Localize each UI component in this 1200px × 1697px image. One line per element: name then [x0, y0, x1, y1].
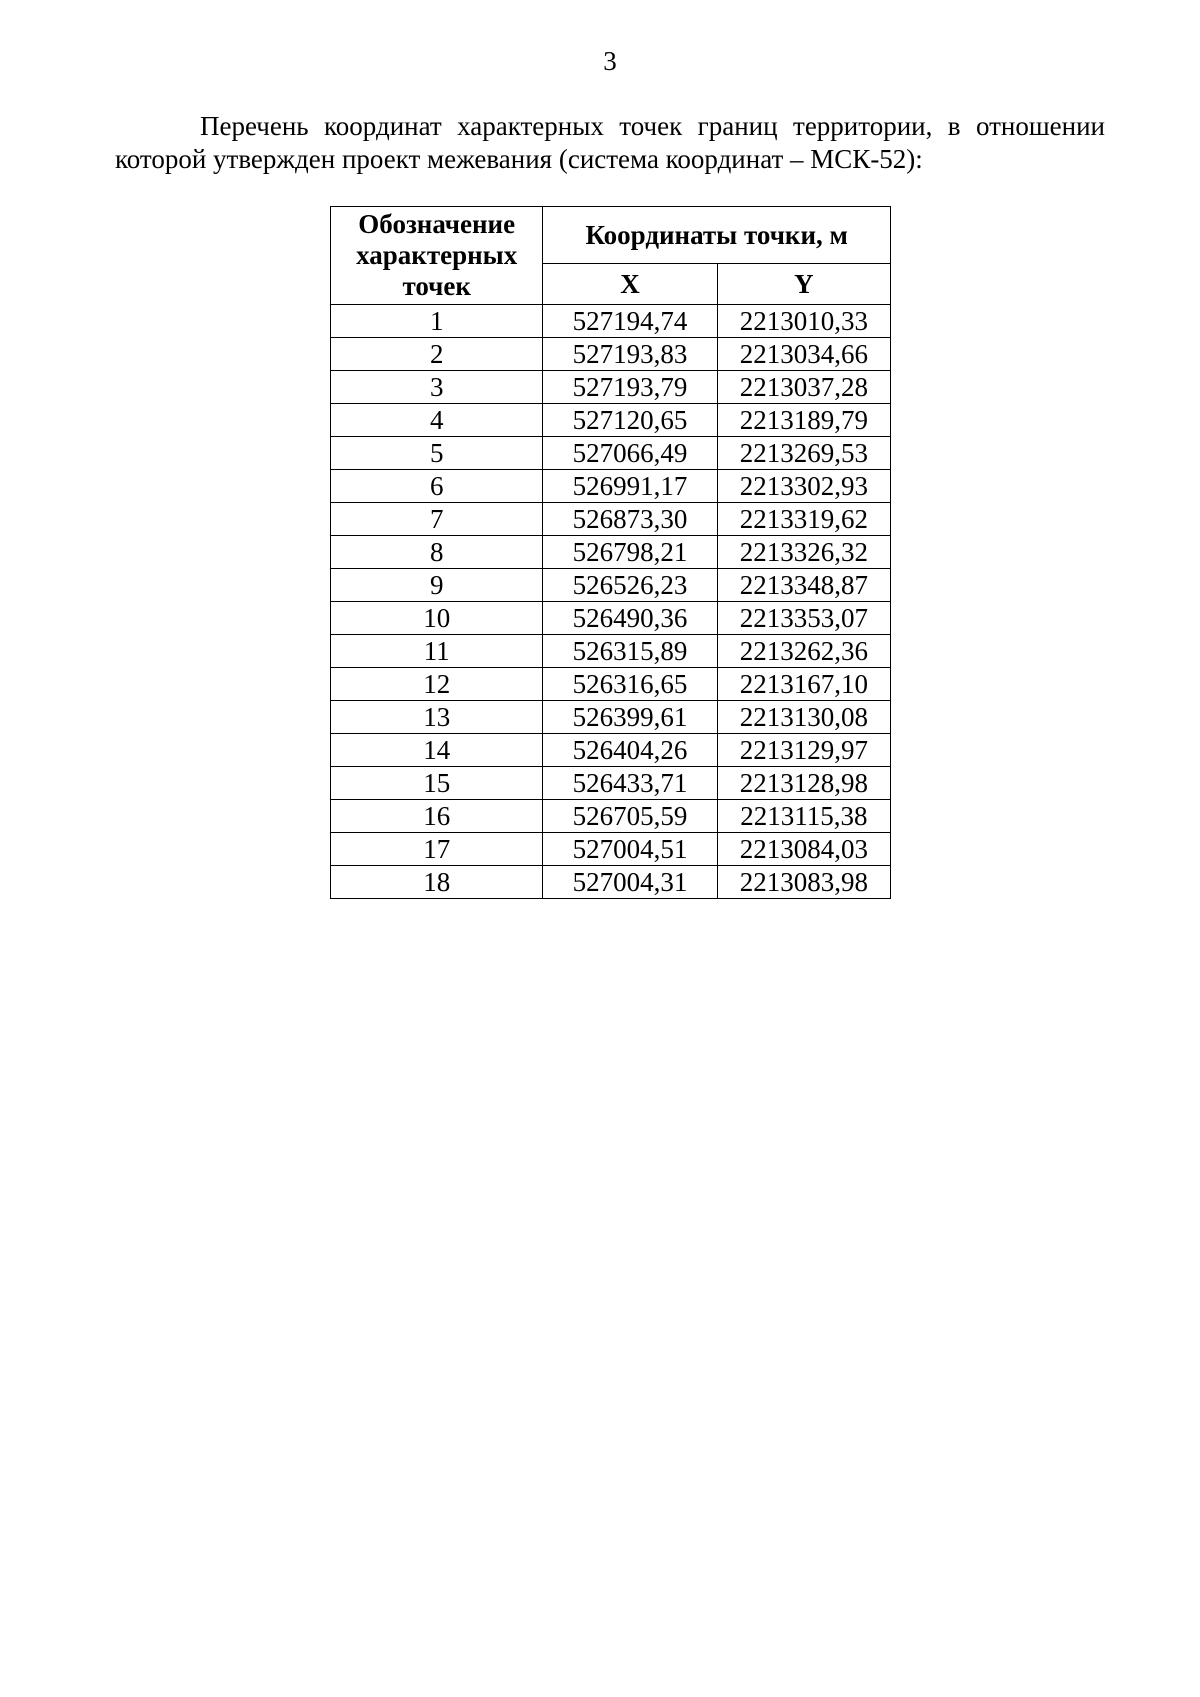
point-number-cell: 15	[331, 767, 543, 800]
point-number-cell: 1	[331, 305, 543, 338]
x-coordinate-cell: 526798,21	[543, 536, 717, 569]
intro-paragraph: Перечень координат характерных точек границ территории, в отношении которой утвержден проект межевания (система координат – МСК-52):	[115, 111, 1105, 174]
table-row	[331, 668, 891, 701]
x-coordinate-cell: 527193,79	[543, 371, 717, 404]
x-coordinate-cell: 527193,83	[543, 338, 717, 371]
y-coordinate-cell: 2213348,87	[717, 569, 890, 602]
y-coordinate-cell: 2213167,10	[717, 668, 890, 701]
table-body	[331, 305, 891, 899]
table-row	[331, 437, 891, 470]
header-x: X	[543, 264, 717, 305]
point-number-cell: 11	[331, 635, 543, 668]
point-number-cell: 8	[331, 536, 543, 569]
header-coordinates: Координаты точки, м	[543, 207, 891, 264]
x-coordinate-cell: 526991,17	[543, 470, 717, 503]
table-row	[331, 767, 891, 800]
y-coordinate-cell: 2213326,32	[717, 536, 890, 569]
table-header	[331, 207, 891, 305]
y-coordinate-cell: 2213010,33	[717, 305, 890, 338]
header-y: Y	[717, 264, 890, 305]
x-coordinate-cell: 526705,59	[543, 800, 717, 833]
table-row	[331, 602, 891, 635]
x-coordinate-cell: 526316,65	[543, 668, 717, 701]
y-coordinate-cell: 2213084,03	[717, 833, 890, 866]
table-row	[331, 371, 891, 404]
x-coordinate-cell: 526490,36	[543, 602, 717, 635]
y-coordinate-cell: 2213262,36	[717, 635, 890, 668]
y-coordinate-cell: 2213129,97	[717, 734, 890, 767]
table-row	[331, 503, 891, 536]
point-number-cell: 10	[331, 602, 543, 635]
table-row	[331, 833, 891, 866]
header-point-designation: Обозначение характерных точек	[331, 207, 543, 305]
x-coordinate-cell: 526404,26	[543, 734, 717, 767]
table-row	[331, 800, 891, 833]
point-number-cell: 6	[331, 470, 543, 503]
x-coordinate-cell: 527004,31	[543, 866, 717, 899]
table-row	[331, 404, 891, 437]
x-coordinate-cell: 526873,30	[543, 503, 717, 536]
y-coordinate-cell: 2213083,98	[717, 866, 890, 899]
table-row	[331, 338, 891, 371]
x-coordinate-cell: 527004,51	[543, 833, 717, 866]
y-coordinate-cell: 2213302,93	[717, 470, 890, 503]
x-coordinate-cell: 526399,61	[543, 701, 717, 734]
point-number-cell: 16	[331, 800, 543, 833]
x-coordinate-cell: 526526,23	[543, 569, 717, 602]
table-row	[331, 536, 891, 569]
table-row	[331, 569, 891, 602]
point-number-cell: 2	[331, 338, 543, 371]
point-number-cell: 14	[331, 734, 543, 767]
x-coordinate-cell: 526315,89	[543, 635, 717, 668]
table-row	[331, 305, 891, 338]
y-coordinate-cell: 2213034,66	[717, 338, 890, 371]
table-row	[331, 635, 891, 668]
x-coordinate-cell: 527194,74	[543, 305, 717, 338]
point-number-cell: 3	[331, 371, 543, 404]
x-coordinate-cell: 527120,65	[543, 404, 717, 437]
page-number: 3	[603, 46, 617, 76]
table-row	[331, 866, 891, 899]
y-coordinate-cell: 2213130,08	[717, 701, 890, 734]
y-coordinate-cell: 2213269,53	[717, 437, 890, 470]
table-row	[331, 701, 891, 734]
y-coordinate-cell: 2213353,07	[717, 602, 890, 635]
x-coordinate-cell: 527066,49	[543, 437, 717, 470]
point-number-cell: 12	[331, 668, 543, 701]
table-row	[331, 734, 891, 767]
point-number-cell: 17	[331, 833, 543, 866]
point-number-cell: 9	[331, 569, 543, 602]
y-coordinate-cell: 2213037,28	[717, 371, 890, 404]
point-number-cell: 4	[331, 404, 543, 437]
y-coordinate-cell: 2213319,62	[717, 503, 890, 536]
y-coordinate-cell: 2213128,98	[717, 767, 890, 800]
y-coordinate-cell: 2213115,38	[717, 800, 890, 833]
x-coordinate-cell: 526433,71	[543, 767, 717, 800]
y-coordinate-cell: 2213189,79	[717, 404, 890, 437]
point-number-cell: 18	[331, 866, 543, 899]
coordinates-table	[330, 206, 891, 899]
point-number-cell: 7	[331, 503, 543, 536]
point-number-cell: 13	[331, 701, 543, 734]
table-row	[331, 470, 891, 503]
point-number-cell: 5	[331, 437, 543, 470]
